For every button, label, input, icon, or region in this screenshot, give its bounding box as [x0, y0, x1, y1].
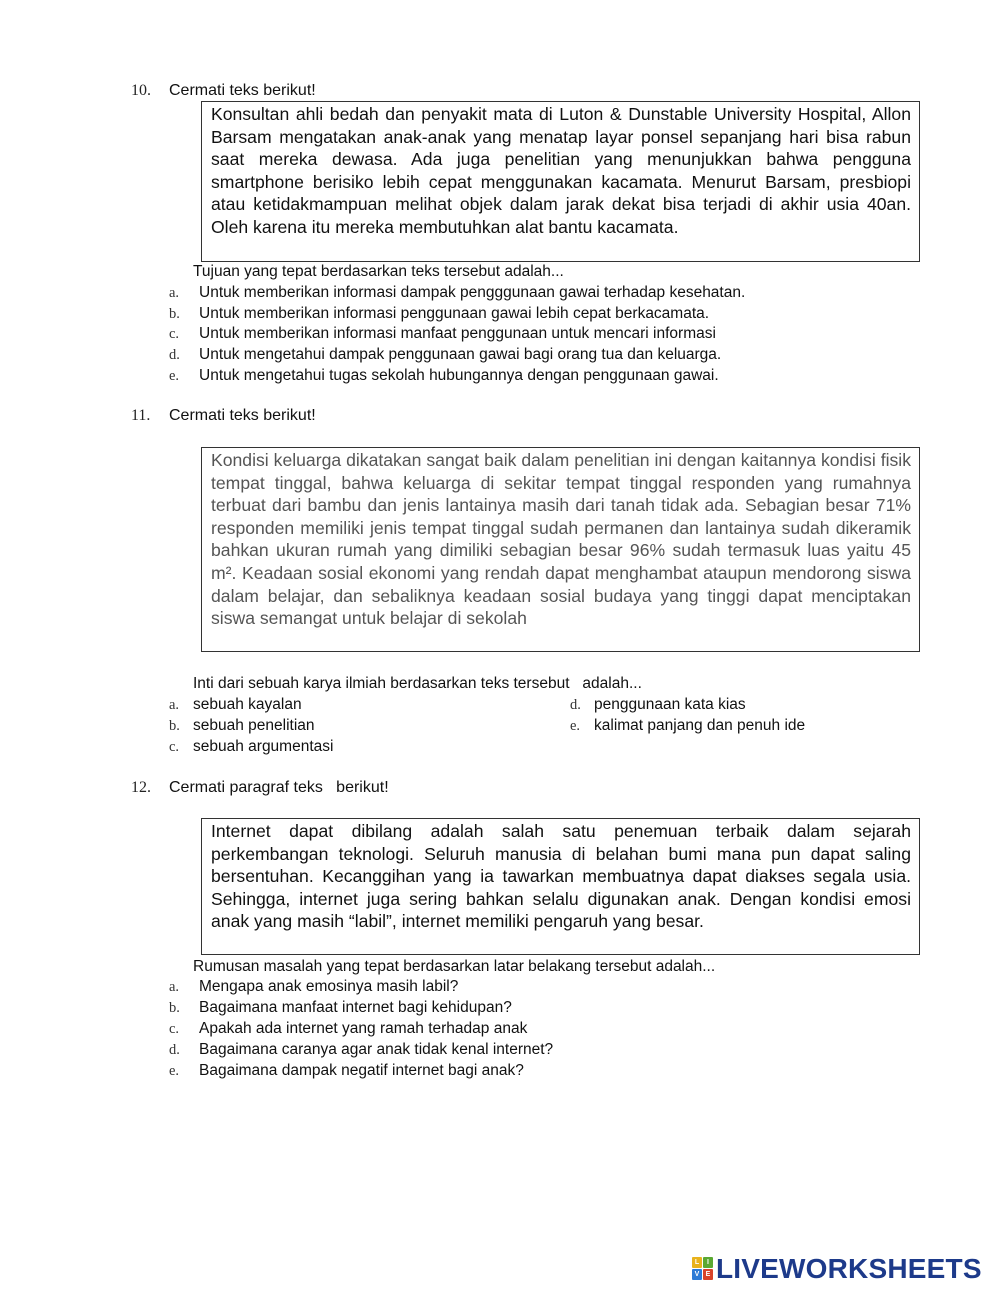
option-text: sebuah kayalan	[193, 696, 302, 713]
option-a[interactable]	[169, 283, 745, 303]
question-prompt: Tujuan yang tepat berdasarkan teks tersebut adalah...	[193, 263, 564, 280]
option-letter: b.	[169, 1000, 180, 1016]
logo-text: LIVEWORKSHEETS	[716, 1253, 982, 1284]
option-text: sebuah argumentasi	[193, 738, 334, 755]
option-letter: a.	[169, 979, 180, 995]
option-text: Mengapa anak emosinya masih labil?	[199, 978, 459, 995]
option-text: Untuk memberikan informasi manfaat penggunaan untuk mencari informasi	[199, 325, 716, 342]
option-letter: d.	[169, 1042, 180, 1058]
option-e[interactable]	[169, 1061, 524, 1081]
option-d[interactable]	[570, 695, 746, 715]
logo-tiles-icon: L I V E	[692, 1257, 714, 1281]
liveworksheets-logo[interactable]	[692, 1255, 992, 1283]
option-text: Apakah ada internet yang ramah terhadap anak	[199, 1020, 528, 1037]
option-letter: a.	[169, 697, 180, 713]
question-title: Cermati paragraf teks berikut!	[169, 779, 389, 796]
option-letter: b.	[169, 306, 180, 322]
option-a[interactable]	[169, 977, 458, 997]
option-c[interactable]	[169, 1019, 527, 1039]
option-d[interactable]	[169, 1040, 553, 1060]
option-b[interactable]	[169, 304, 709, 324]
option-b[interactable]	[169, 998, 512, 1018]
question-prompt: Inti dari sebuah karya ilmiah berdasarkan teks tersebut adalah...	[193, 675, 642, 692]
option-letter: c.	[169, 1021, 180, 1037]
option-b[interactable]	[169, 716, 315, 736]
question-title: Cermati teks berikut!	[169, 82, 316, 99]
option-letter: d.	[169, 347, 180, 363]
question-number: 10.	[131, 82, 151, 99]
option-letter: d.	[570, 697, 581, 713]
question-title: Cermati teks berikut!	[169, 407, 316, 424]
option-letter: c.	[169, 326, 180, 342]
question-prompt: Rumusan masalah yang tepat berdasarkan latar belakang tersebut adalah...	[193, 958, 716, 975]
passage-box: Konsultan ahli bedah dan penyakit mata di Luton & Dunstable University Hospital, Allon Barsam mengatakan anak-anak yang menatap layar ponsel sepanjang hari bisa rabun saat mereka dewasa. Ada juga penelitian yang menunjukkan bahwa pengguna smartphone berisiko lebih cepat menggunakan kacamata. Menurut Barsam, presbiopi atau ketidakmampuan melihat objek dalam jarak dekat bisa terjadi di akhir usia 40an. Oleh karena itu mereka membutuhkan alat bantu kacamata.	[201, 101, 920, 262]
option-text: Untuk mengetahui dampak penggunaan gawai bagi orang tua dan keluarga.	[199, 346, 722, 363]
option-text: Untuk memberikan informasi penggunaan gawai lebih cepat berkacamata.	[199, 305, 710, 322]
option-text: Bagaimana caranya agar anak tidak kenal internet?	[199, 1041, 554, 1058]
option-a[interactable]	[169, 695, 302, 715]
passage-box: Internet dapat dibilang adalah salah satu penemuan terbaik dalam sejarah perkembangan teknologi. Seluruh manusia di belahan bumi mana pun dapat saling bersentuhan. Kecanggihan yang ia tawarkan membuatnya dapat diakses segala usia. Sehingga, internet juga sering bahkan selalu digunakan anak. Dengan kondisi emosi anak yang masih “labil”, internet memiliki pengaruh yang besar.	[201, 818, 920, 955]
option-letter: e.	[570, 718, 581, 734]
option-letter: c.	[169, 739, 180, 755]
option-letter: e.	[169, 368, 180, 384]
option-e[interactable]	[169, 366, 719, 386]
option-d[interactable]	[169, 345, 721, 365]
option-text: penggunaan kata kias	[594, 696, 746, 713]
option-letter: b.	[169, 718, 180, 734]
option-letter: a.	[169, 285, 180, 301]
option-text: Bagaimana manfaat internet bagi kehidupan?	[199, 999, 512, 1016]
option-text: kalimat panjang dan penuh ide	[594, 717, 806, 734]
option-text: sebuah penelitian	[193, 717, 315, 734]
option-text: Untuk mengetahui tugas sekolah hubungannya dengan penggunaan gawai.	[199, 367, 719, 384]
option-c[interactable]	[169, 737, 333, 757]
option-letter: e.	[169, 1063, 180, 1079]
option-text: Untuk memberikan informasi dampak pengggunaan gawai terhadap kesehatan.	[199, 284, 746, 301]
passage-box: Kondisi keluarga dikatakan sangat baik dalam penelitian ini dengan kaitannya kondisi fisik tempat tinggal, bahwa keluarga di sekitar tempat tinggal responden yang rumahnya terbuat dari bambu dan jenis lantainya masih dari tanah tidak ada. Sebagian besar 71% responden memiliki jenis tempat tinggal sudah permanen dan lantainya sudah dikeramik bahkan ukuran rumah yang dimiliki sebagian besar 96% sudah termasuk luas yaitu 45 m². Keadaan sosial ekonomi yang rendah dapat menghambat ataupun mendorong siswa dalam belajar, dan sebaliknya keadaan sosial budaya yang tinggi dapat menciptakan siswa semangat untuk belajar di sekolah	[201, 447, 920, 652]
option-e[interactable]	[570, 716, 805, 736]
option-c[interactable]	[169, 324, 716, 344]
question-number: 11.	[131, 407, 151, 424]
question-number: 12.	[131, 779, 151, 796]
option-text: Bagaimana dampak negatif internet bagi anak?	[199, 1062, 524, 1079]
